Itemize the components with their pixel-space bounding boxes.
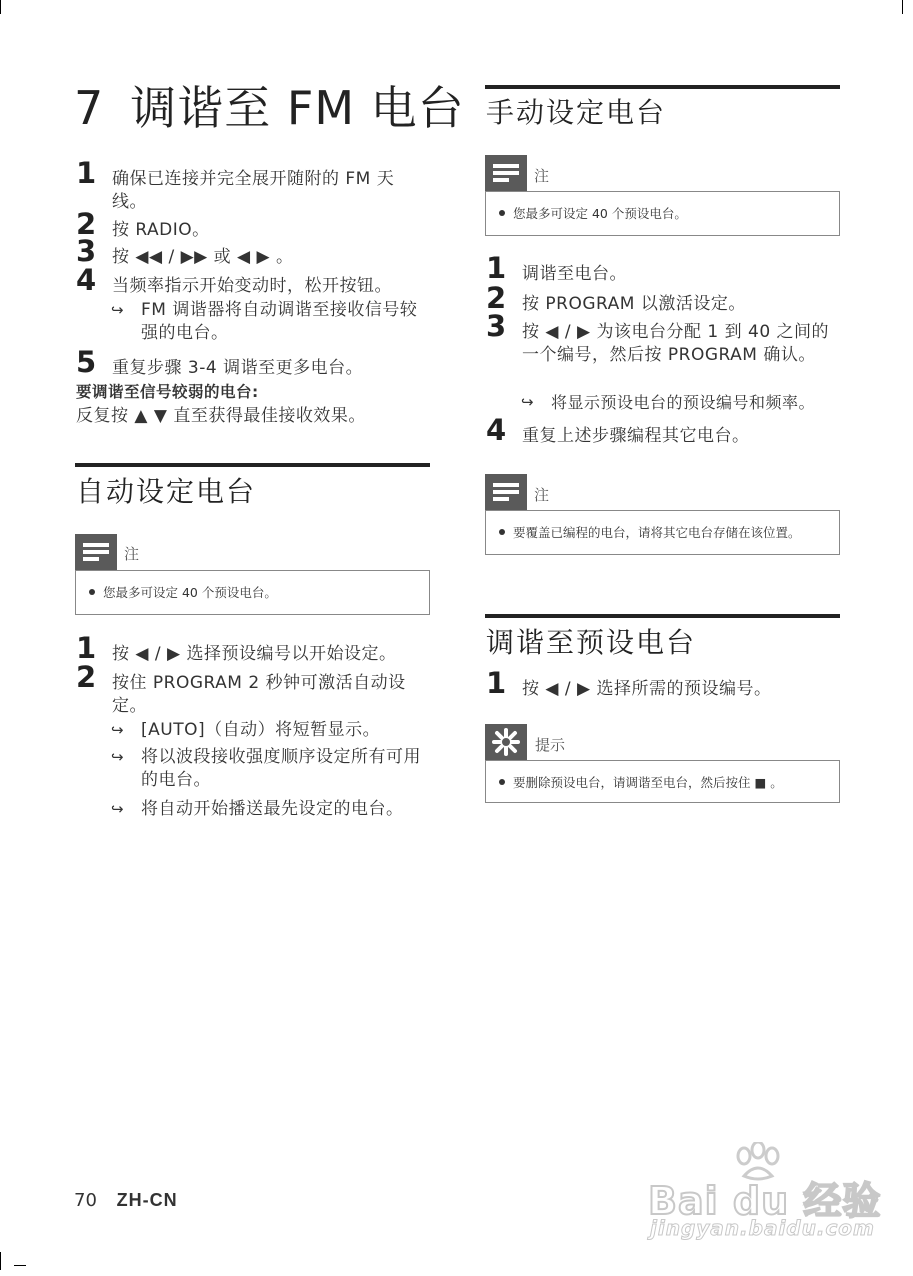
step-text: 按住 PROGRAM 2 秒钟可激活自动设定。 xyxy=(112,673,406,716)
step-number: 1 xyxy=(486,666,507,700)
section-rule xyxy=(75,463,430,467)
note-icon xyxy=(485,474,527,510)
weak-signal-text: 反复按 ▲ ▼ 直至获得最佳接收效果。 xyxy=(76,406,366,426)
preset-step-1 xyxy=(486,666,831,702)
step-text: 按 ◀◀ / ▶▶ 或 ◀ ▶ 。 xyxy=(112,247,294,267)
auto-step-1 xyxy=(76,631,421,667)
auto-step-2 xyxy=(76,660,421,718)
note-box xyxy=(485,510,840,555)
result-arrow-icon: ↪ xyxy=(521,393,535,411)
step-number: 1 xyxy=(76,156,97,190)
step-text: 按 ◀ / ▶ 为该电台分配 1 到 40 之间的一个编号，然后按 PROGRAM 确认。 xyxy=(522,322,830,365)
note-box xyxy=(485,191,840,236)
step-number: 2 xyxy=(486,281,507,315)
note-text: 您最多可设定 40 个预设电台。 xyxy=(513,206,687,221)
section-title-preset: 调谐至预设电台 xyxy=(486,626,697,659)
crop-mark xyxy=(0,1252,1,1270)
result-arrow-icon: ↪ xyxy=(111,800,125,818)
step-text: 重复步骤 3-4 调谐至更多电台。 xyxy=(112,358,364,378)
result-text: 将以波段接收强度顺序设定所有可用的电台。 xyxy=(141,747,421,790)
step-text: 按 RADIO。 xyxy=(112,220,210,240)
crop-mark xyxy=(902,0,903,14)
step-text: 按 ◀ / ▶ 选择所需的预设编号。 xyxy=(522,679,772,699)
page-number: 70 xyxy=(74,1190,97,1211)
chapter-heading: 调谐至 FM 电台 xyxy=(130,81,465,135)
note-box xyxy=(75,570,430,615)
manual-step-4 xyxy=(486,413,831,449)
manual-step-1 xyxy=(486,251,831,287)
step-text: 确保已连接并完全展开随附的 FM 天线。 xyxy=(112,169,395,212)
chapter-title xyxy=(74,72,465,138)
result-arrow-icon: ↪ xyxy=(111,721,125,739)
bullet xyxy=(499,210,505,216)
bullet xyxy=(89,589,95,595)
manual-step-2 xyxy=(486,281,831,317)
result-arrow-icon: ↪ xyxy=(111,301,125,319)
step-number: 3 xyxy=(76,234,97,268)
crop-mark xyxy=(0,0,1,14)
bullet xyxy=(499,529,505,535)
language-code: ZH-CN xyxy=(116,1190,178,1210)
section-rule xyxy=(485,85,840,89)
watermark-text: Bai du 经验 xyxy=(648,1179,882,1223)
note-text: 您最多可设定 40 个预设电台。 xyxy=(103,585,277,600)
note-icon xyxy=(75,534,117,570)
step-number: 2 xyxy=(76,207,97,241)
bullet xyxy=(499,779,505,785)
intro-step-5 xyxy=(76,345,421,381)
baidu-watermark xyxy=(648,1148,882,1248)
step-number: 5 xyxy=(76,345,97,379)
step-text: 按 PROGRAM 以激活设定。 xyxy=(522,294,746,314)
intro-step-3 xyxy=(76,234,421,270)
step-text: 调谐至电台。 xyxy=(522,264,627,284)
step-number: 4 xyxy=(76,263,97,297)
note-label: 注 xyxy=(124,545,140,563)
tip-icon xyxy=(485,724,527,760)
section-title-auto: 自动设定电台 xyxy=(76,475,257,508)
note-text: 要覆盖已编程的电台，请将其它电台存储在该位置。 xyxy=(513,525,801,540)
step-number: 3 xyxy=(486,309,507,343)
page-footer xyxy=(74,1190,178,1211)
step-number: 4 xyxy=(486,413,507,447)
result-arrow-icon: ↪ xyxy=(111,748,125,766)
manual-step-3 xyxy=(486,309,831,391)
crop-mark xyxy=(14,1265,26,1266)
result-text: 将显示预设电台的预设编号和频率。 xyxy=(551,393,816,412)
tip-box xyxy=(485,760,840,803)
note-label: 注 xyxy=(534,486,550,504)
tip-text: 要删除预设电台，请调谐至电台，然后按住 ■ 。 xyxy=(513,775,783,790)
tip-label: 提示 xyxy=(535,736,566,754)
result-text: [AUTO]（自动）将短暂显示。 xyxy=(141,720,381,740)
step-text: 按 ◀ / ▶ 选择预设编号以开始设定。 xyxy=(112,644,397,664)
step-number: 1 xyxy=(486,251,507,285)
note-icon xyxy=(485,155,527,191)
intro-step-1 xyxy=(76,156,421,214)
step-text: 当频率指示开始变动时，松开按钮。 xyxy=(112,276,392,296)
intro-step-4 xyxy=(76,263,421,299)
step-number: 2 xyxy=(76,660,97,694)
section-title-manual: 手动设定电台 xyxy=(486,96,667,129)
weak-signal-label: 要调谐至信号较弱的电台: xyxy=(76,383,259,401)
step-number: 1 xyxy=(76,631,97,665)
intro-step-2 xyxy=(76,207,421,243)
section-rule xyxy=(485,614,840,618)
asterisk-icon xyxy=(485,724,527,760)
watermark-url: jingyan.baidu.com xyxy=(650,1216,875,1240)
note-label: 注 xyxy=(534,167,550,185)
chapter-number: 7 xyxy=(74,81,105,135)
step-text: 重复上述步骤编程其它电台。 xyxy=(522,426,750,446)
result-text: 将自动开始播送最先设定的电台。 xyxy=(141,799,404,819)
result-text: FM 调谐器将自动调谐至接收信号较强的电台。 xyxy=(141,300,418,343)
